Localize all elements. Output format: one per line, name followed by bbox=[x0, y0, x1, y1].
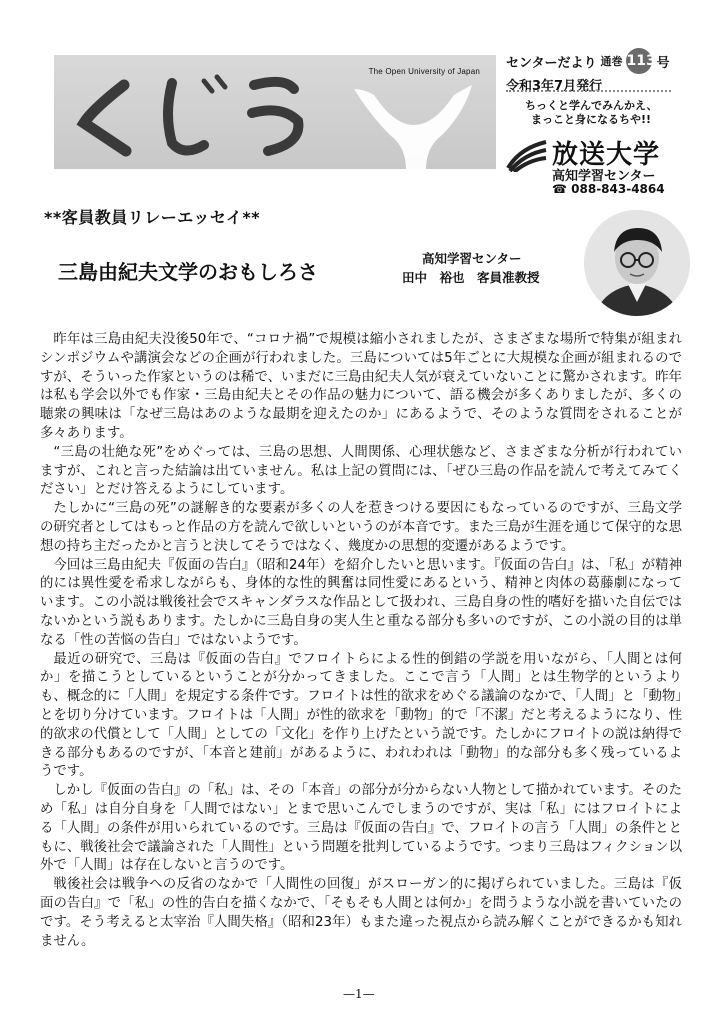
dotted-divider bbox=[506, 90, 671, 92]
masthead-banner bbox=[54, 55, 496, 169]
slogan-line-2: まっこと身になるちや!! bbox=[531, 113, 652, 126]
paragraph: 最近の研究で、三島は『仮面の告白』でフロイトらによる性的倒錯の学説を用いながら、「人間とは何か」を描こうとしているということが分かってきました。ここで言う「人間」とは生物学的というよりも、概念的に「人間」を規定する条件です。フロイトは性的欲求をめぐる議論のなかで、「人間」と「動物」とを切り分けています。フロイトは「人間」が性的欲求を「動物」的で「不潔」だと考えるようになり、性的欲求の代償として「人間」としての「文化」を作り上げたという説です。たしかにフロイトの説は納得できる部分もあるのですが、「本音と建前」があるように、われわれは「動物」的な部分も多く残っているようです。 bbox=[40, 651, 682, 780]
paragraph: 戦後社会は戦争への反省のなかで「人間性の回復」がスローガン的に掲げられていました。三島は『仮面の告白』で「私」の性的告白を描くなかで、「そもそも人間とは何か」を問うような小説を書いていたのです。そう考えると太宰治『人間失格』（昭和23年）もまた違った視点から読み解くことができるかも知れません。 bbox=[40, 877, 682, 949]
author-portrait bbox=[584, 210, 690, 316]
masthead-subtitle: The Open University of Japan bbox=[368, 67, 480, 76]
brush-stroke-dakuten bbox=[204, 77, 225, 91]
university-name: 放送大学 bbox=[552, 140, 661, 170]
paragraph: たしかに“三島の死”の謎解き的な要素が多くの人を惹きつける要因にもなっているのですが、三島文学の研究者としてはもっと作品の方を読んで欲しいというのが本音です。また三島が生涯を通じて保守的な思想の持ち主だったかと言うと決してそうではなく、幾度かの思想的変遷があるようです。 bbox=[40, 501, 682, 554]
issue-info bbox=[506, 48, 716, 94]
paragraph: 今回は三島由紀夫『仮面の告白』（昭和24年）を紹介したいと思います。『仮面の告白』は、「私」が精神的には異性愛を希求しながらも、身体的な性的興奮は同性愛にあるという、精神と肉体の葛藤劇になっています。この小説は戦後社会でスキャンダラスな作品として扱われ、三島自身の性的嗜好を描いた自伝ではないかという説もあります。たしかに三島自身の実人生と重なる部分も多いのですが、この小説の目的は単なる「性の苦悩の告白」ではないようです。 bbox=[40, 557, 682, 648]
phone-number-line bbox=[552, 182, 665, 196]
paragraph: 昨年は三島由紀夫没後50年で、“コロナ禍”で規模は縮小されましたが、さまざまな場所で特集が組まれシンポジウムや講演会などの企画が行われました。三島については5年ごとに大規模な企画が組まれるのですが、そういった作家というのは稀で、いまだに三島由紀夫人気が衰えていないことに驚かされます。昨年は私も学会以外でも作家・三島由紀夫とその作品の魅力について、語る機会が多くありましたが、多くの聴衆の興味は「なぜ三島はあのような最期を迎えたのか」にあるようで、そのような質問をされることが多々あります。 bbox=[40, 332, 682, 441]
phone-icon: ☎ bbox=[552, 182, 567, 196]
author-affiliation: 高知学習センター bbox=[422, 251, 522, 266]
paragraph: “三島の壮絶な死”をめぐっては、三島の思想、人間関係、心理状態など、さまざまな分析が行われていますが、これと言った結論は出ていません。私は上記の質問には、「ぜひ三島の作品を読んで考えてみてください」とだけ答えるようにしています。 bbox=[40, 444, 682, 498]
page-number: —1— bbox=[343, 987, 375, 1001]
section-label: **客員教員リレーエッセイ** bbox=[44, 208, 261, 227]
author-name: 田中 裕也 客員准教授 bbox=[402, 270, 540, 285]
university-logo-icon bbox=[506, 138, 548, 172]
issue-label: センターだより bbox=[506, 55, 597, 71]
brush-stroke-shi bbox=[168, 83, 204, 151]
phone-number: 088-843-4864 bbox=[571, 182, 665, 196]
center-name: 高知学習センター bbox=[552, 169, 656, 184]
brush-stroke-ra bbox=[252, 82, 298, 151]
issue-suffix: 号 bbox=[656, 55, 670, 71]
paragraph: しかし『仮面の告白』の「私」は、その「本音」の部分が分からない人物として描かれています。そのため「私」は自分自身を「人間ではない」とまで思いこんでしまうのですが、実は「私」にはフロイトによる「人間」の条件が用いられているのです。三島は『仮面の告白』で、フロイトの言う「人間」の条件とともに、戦後社会で議論された「人間性」という問題を批判しているようです。つまり三島はフィクション以外で「人間」は存在しないと言うのです。 bbox=[40, 783, 682, 874]
issue-volume-label: 通巻 bbox=[600, 55, 623, 68]
slogan bbox=[525, 99, 658, 127]
slogan-line-1: ちっくと学んでみんかえ、 bbox=[525, 99, 658, 112]
issue-header bbox=[506, 48, 716, 74]
portrait-illustration bbox=[584, 210, 690, 316]
brush-stroke-ku bbox=[84, 85, 126, 151]
issue-number-badge: 113 bbox=[626, 48, 652, 74]
issue-date: 令和3年7月発行 bbox=[506, 79, 603, 94]
whale-tail-shape bbox=[354, 85, 472, 169]
article-title: 三島由紀夫文学のおもしろさ bbox=[58, 260, 318, 284]
article-body bbox=[40, 331, 682, 951]
